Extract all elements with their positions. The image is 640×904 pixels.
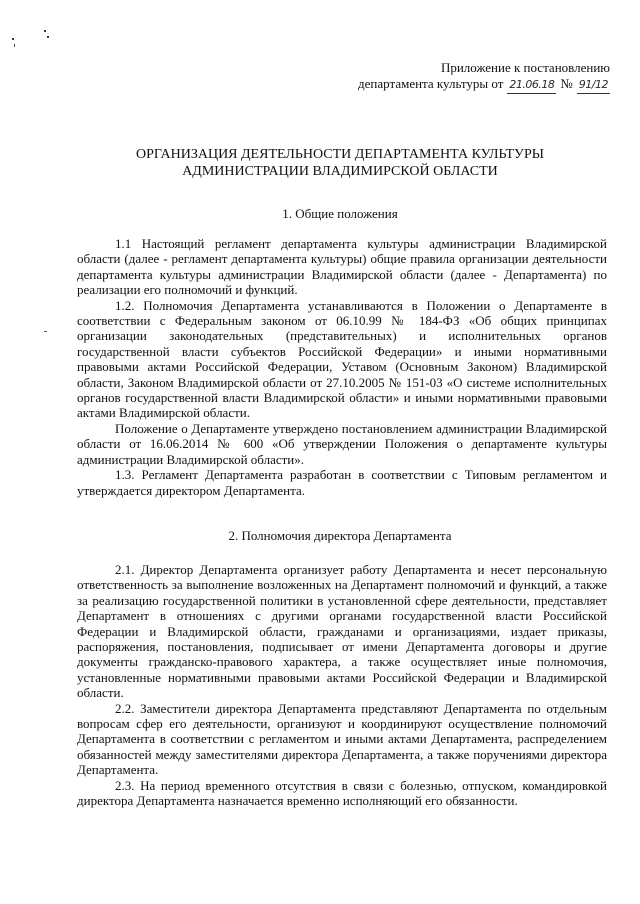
number-sign: №: [560, 76, 573, 91]
title-line2: АДМИНИСТРАЦИИ ВЛАДИМИРСКОЙ ОБЛАСТИ: [182, 164, 498, 179]
header-line2: [358, 76, 610, 94]
section2-body: [77, 562, 607, 809]
paragraph-2-1: 2.1. Директор Департамента организует работу Департамента и несет персональную ответственность за выполнение возложенных на Департамент полномочий и функций, а также за реализацию государственной политики в установленной сфере деятельности, представляет Департамент в отношениях с другими органами государственной власти Российской Федерации и Владимирской области, гражданами и организациями, издает приказы, распоряжения, постановления, подписывает от имени Департамента договоры и другие документы гражданско-правового характера, а также осуществляет иные полномочия, установленные нормативными правовыми актами Российской Федерации и Владимирской области.: [77, 562, 607, 701]
handwritten-date: 21.06.18: [507, 77, 556, 94]
header-line1: Приложение к постановлению: [440, 60, 610, 75]
paragraph-1-2: 1.2. Полномочия Департамента устанавливаются в Положении о Департаменте в соответствии с Федеральным законом от 06.10.99 № 184-ФЗ «Об общих принципах организации законодательных (представительных) и исполнительных органов государственной власти субъектов Российской Федерации» и иными нормативными правовыми актами Российской Федерации, Уставом (Основным Законом) Владимирской области, Законом Владимирской области от 27.10.2005 № 151-03 «О системе исполнительных органов государственной власти Владимирской области» и иными нормативными правовыми актами Владимирской области.: [77, 297, 607, 421]
section1-heading: 1. Общие положения: [282, 206, 398, 221]
paragraph-1-1: 1.1 Настоящий регламент департамента культуры администрации Владимирской области (далее - регламент департамента культуры) общие правила организации деятельности департамента культуры администрации Владимирской области (далее - Департамента) по реализации его полномочий и функций.: [77, 236, 607, 298]
section1-body: [77, 236, 607, 498]
header-line2-prefix: департамента культуры от: [358, 76, 504, 91]
paragraph-1-2-position: Положение о Департаменте утверждено постановлением администрации Владимирской области от 16.06.2014 № 600 «Об утверждении Положения о департаменте культуры администрации Владимирской области».: [77, 420, 607, 467]
handwritten-number: 91/12: [577, 77, 610, 94]
title-line1: ОРГАНИЗАЦИЯ ДЕЯТЕЛЬНОСТИ ДЕПАРТАМЕНТА КУЛЬТУРЫ: [136, 147, 544, 162]
approval-header: [358, 60, 610, 94]
document-title: [90, 146, 590, 180]
paragraph-1-3: 1.3. Регламент Департамента разработан в соответствии с Типовым регламентом и утверждается директором Департамента.: [77, 467, 607, 498]
paragraph-2-2: 2.2. Заместители директора Департамента представляют Департамента по отдельным вопросам сфер его деятельности, организуют и координируют осуществление полномочий Департамента в соответствии с регламентом и иными актами Департамента, распределением обязанностей между заместителями директора Департамента, а также поручениями директора Департамента.: [77, 700, 607, 778]
paragraph-2-3: 2.3. На период временного отсутствия в связи с болезнью, отпуском, командировкой директора Департамента назначается временно исполняющий его обязанности.: [77, 777, 607, 809]
section2-heading: 2. Полномочия директора Департамента: [228, 528, 452, 543]
